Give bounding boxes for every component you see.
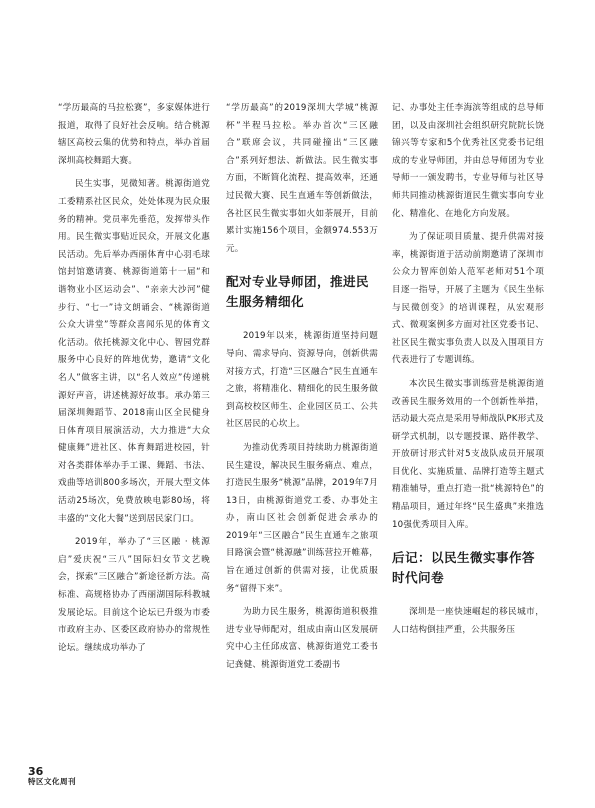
body-paragraph: 2019年，举办了“三区融 · 桃源启”爱庆祝“三八”国际妇女节文艺晚会，探索“三区融合”新途径新方法。高标准、高规格协办了西丽湖国际科教城发展论坛。目前这个论坛已升级为市委市政府主办、区委区政府协办的常规性论坛。继续成功举办了 <box>58 537 210 653</box>
page-number: 36 <box>28 765 44 778</box>
magazine-name: 特区文化周刊 <box>28 777 76 786</box>
body-paragraph: “学历最高的马拉松赛”，多家媒体进行报道，取得了良好社会反响。结合桃源辖区高校云集的优势和特点，举办首届深圳高校舞蹈大赛。 <box>58 103 210 166</box>
article-column-3 <box>392 100 544 645</box>
article-column-2 <box>226 100 378 681</box>
page-footer <box>28 766 76 786</box>
body-paragraph: 民生实事，见微知著。桃源街道党工委精系社区民众，处处体现为民众服务的精神。党员率先垂范，发挥带头作用。民生微实事贴近民众，开展文化惠民活动。先后举办西丽体育中心羽毛球馆封馆邀请赛、桃源街道第十一届“和谐物业小区运动会”、“亲亲大沙河”健步行、“七一”诗文朗诵会、“桃源街道公众大讲堂”等群众喜闻乐见的体育文化活动。依托桃源文化中心、智园党群服务中心良好的阵地优势，邀请“文化名人”做客主讲，以“名人效应”传递桃源好声音，讲述桃源好故事。承办第三届深圳舞蹈节、2018南山区全民健身日体育项目展演活动，大力推进“大众健康舞”进社区、体育舞蹈进校园，针对各类群体举办手工课、舞蹈、书法、戏曲等培训800多场次，开展大型文体活动25场次，免费放映电影80场，将丰盛的“文化大餐”送到居民家门口。 <box>58 179 210 524</box>
section-heading: 配对专业导师团，推进民生服务精细化 <box>226 274 369 310</box>
body-paragraph: “学历最高”的2019深圳大学城“桃源杯”半程马拉松。举办首次“三区融合”联席会议，共同碰撞出“三区融合”系列好想法、新做法。民生微实事方面，不断简化流程、提高效率，还通过民微大赛、民生直通车等创新做法，各社区民生微实事如火如荼展开，目前累计实施156个项目，金额974.553万元。 <box>226 103 378 254</box>
body-paragraph: 记、办事处主任李海滨等组成的总导师团，以及由深圳社会组织研究院院长饶锦兴等专家和5个优秀社区党委书记组成的专业导师团，并由总导师团为专业导师一一颁发聘书，专业导师与社区导师共同推动桃源街道民生微实事向专业化、精准化、在地化方向发展。 <box>392 103 544 219</box>
section-heading: 后记：以民生微实事作答时代问卷 <box>392 550 535 586</box>
body-paragraph: 2019年以来，桃源街道坚持问题导向、需求导向、资源导向，创新供需对接方式，打造“三区融合”民生直通车之旅，将精准化、精细化的民生服务做到高校校区师生、企业园区员工、公共社区居民的心坎上。 <box>226 331 378 430</box>
article-column-1 <box>58 100 210 663</box>
body-paragraph: 本次民生微实事训练营是桃源街道改善民生服务效用的一个创新性举措，活动最大亮点是采用导师战队PK形式及研学式机制，以专题授课、路伴教学、开放研讨形式针对5支战队成员开展项目优化、实施质量、品牌打造等主题式精准辅导，重点打造一批“桃源特色”的精品项目，通过年终“民生盛典”来推选10强优秀项目入库。 <box>392 378 544 530</box>
body-paragraph: 为推动优秀项目持续助力桃源街道民生建设，解决民生服务痛点、难点，打造民生服务“桃源”品牌，2019年7月13日，由桃源街道党工委、办事处主办，南山区社会创新促进会承办的2019年“三区融合”民生直通车之旅项目路演会暨“桃源融”训练营拉开帷幕，旨在通过创新的供需对接，让优质服务“留得下来”。 <box>226 442 378 594</box>
body-paragraph: 为助力民生服务，桃源街道积极推进专业导师配对，组成由南山区发展研究中心主任邱成富、桃源街道党工委书记龚健、桃源街道党工委副书 <box>226 607 378 671</box>
body-paragraph: 深圳是一座快速崛起的移民城市，人口结构倒挂严重，公共服务压 <box>392 607 544 635</box>
body-paragraph: 为了保证项目质量、提升供需对接率，桃源街道于活动前期邀请了深圳市公众力智库创始人范军老师对51个项目逐一指导，开展了主题为《民生坐标与民微创变》的培训课程，从宏观形式、微观案例多方面对社区党委书记、社区民生微实事负责人以及入围项目方代表进行了专题训练。 <box>392 232 544 366</box>
